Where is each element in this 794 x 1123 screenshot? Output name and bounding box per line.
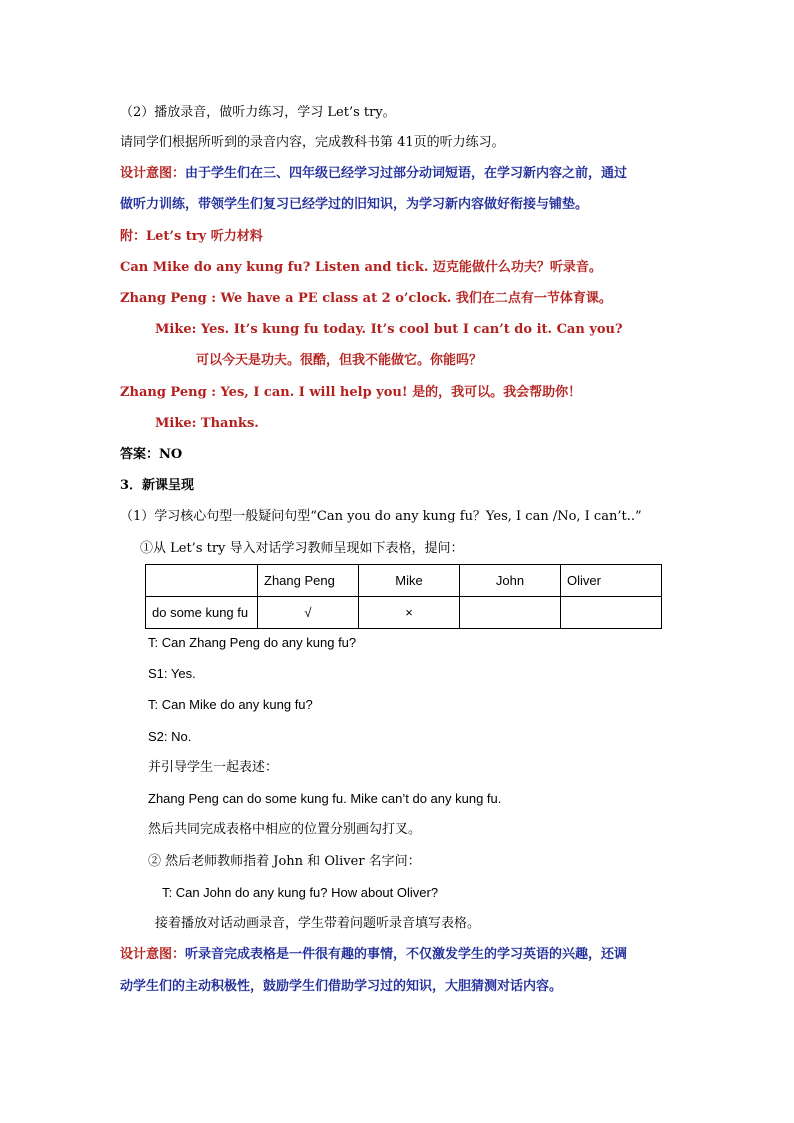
section-3-heading: 3．新课呈现 xyxy=(120,478,195,493)
table-cell xyxy=(561,597,662,629)
table-cell: × xyxy=(359,597,460,629)
design-intent-1-label: 设计意图： xyxy=(120,166,186,181)
table-header-cell: Oliver xyxy=(561,565,662,597)
design-intent-1-line2: 做听力训练，带领学生们复习已经学过的旧知识，为学习新内容做好衔接与铺垫。 xyxy=(120,197,589,212)
para-2: （2）播放录音，做听力练习，学习 Let’s try。 xyxy=(120,105,396,120)
table-cell: √ xyxy=(258,597,359,629)
design-intent-2-line1: 设计意图：听录音完成表格是一件很有趣的事情，不仅激发学生的学习英语的兴趣，还调 xyxy=(120,947,628,962)
design-intent-2-line2: 动学生们的主动积极性，鼓励学生们借助学习过的知识，大胆猜测对话内容。 xyxy=(120,979,563,994)
mike-line-1: Mike: Yes. It’s kung fu today. It’s cool but I can’t do it. Can you? xyxy=(155,322,623,337)
design-intent-1-line1: 设计意图：由于学生们在三、四年级已经学习过部分动词短语，在学习新内容之前，通过 xyxy=(120,166,628,181)
kung-fu-table xyxy=(145,564,662,629)
complete-text: 然后共同完成表格中相应的位置分别画勾打叉。 xyxy=(148,822,422,837)
play-recording-text: 接着播放对话动画录音，学生带着问题听录音填写表格。 xyxy=(155,916,481,931)
attachment-label: 附：Let’s try 听力材料 xyxy=(120,229,263,244)
zhang-peng-line-2: Zhang Peng : Yes, I can. I will help you! 是的，我可以。我会帮助你！ xyxy=(120,385,582,400)
sub-section-1: （1）学习核心句型一般疑问句型“Can you do any kung fu？Yes, I can /No, I can’t..” xyxy=(120,509,642,524)
summary-sentence: Zhang Peng can do some kung fu. Mike can’t do any kung fu. xyxy=(148,791,502,806)
dialogue-line: T: Can Zhang Peng do any kung fu? xyxy=(148,635,357,650)
design-intent-2-label: 设计意图： xyxy=(120,947,186,962)
answer-text: 答案：NO xyxy=(120,447,183,462)
dialogue-line: S1: Yes. xyxy=(148,666,196,681)
table-cell xyxy=(460,597,561,629)
table-header-cell: Mike xyxy=(359,565,460,597)
dialogue-line: S2: No. xyxy=(148,729,192,744)
listen-question: Can Mike do any kung fu? Listen and tick. 迈克能做什么功夫？听录音。 xyxy=(120,260,602,275)
guide-text: 并引导学生一起表述： xyxy=(148,760,279,775)
step-2: ② 然后老师教师指着 John 和 Oliver 名字问： xyxy=(148,854,421,869)
dialogue-line: T: Can Mike do any kung fu? xyxy=(148,697,313,712)
zhang-peng-line-1: Zhang Peng : We have a PE class at 2 o’clock. 我们在二点有一节体育课。 xyxy=(120,291,612,306)
mike-line-1-translation: 可以今天是功夫。很酷，但我不能做它。你能吗？ xyxy=(196,353,483,368)
table-header-cell xyxy=(146,565,258,597)
table-header-cell: Zhang Peng xyxy=(258,565,359,597)
table-row-label: do some kung fu xyxy=(146,597,258,629)
table-row xyxy=(146,597,662,629)
step-1: ①从 Let’s try 导入对话学习教师呈现如下表格，提问： xyxy=(140,541,464,556)
table-header-cell: John xyxy=(460,565,561,597)
table-header-row xyxy=(146,565,662,597)
instruction-text: 请同学们根据所听到的录音内容，完成教科书第 41页的听力练习。 xyxy=(120,135,505,150)
dialogue-line: T: Can John do any kung fu? How about Oliver? xyxy=(162,885,439,900)
mike-line-2: Mike: Thanks. xyxy=(155,416,259,431)
